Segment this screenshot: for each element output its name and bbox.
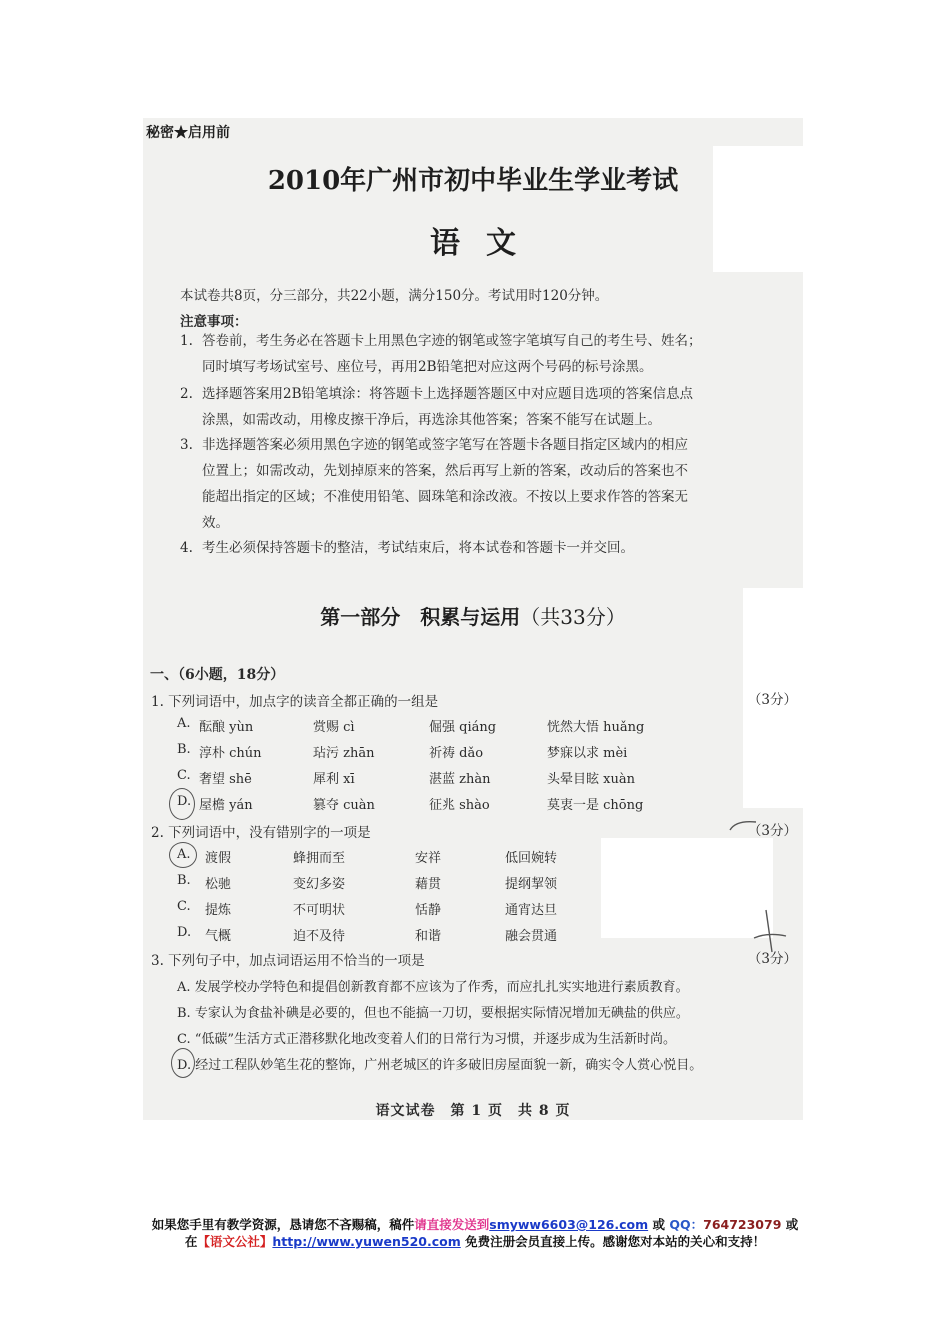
note-line: 考生必须保持答题卡的整洁，考试结束后，将本试卷和答题卡一并交回。: [202, 540, 634, 556]
option-item: 恍然大悟 huǎng: [547, 720, 645, 735]
option-item: 提纲挈领: [505, 877, 558, 892]
notice-text: 如果您手里有教学资源，恳请您不吝赐稿，稿件: [151, 1217, 415, 1232]
option-item: 提炼: [205, 903, 232, 918]
notice-text: 免费注册会员直接上传。感谢您对本站的关心和支持！: [460, 1234, 766, 1249]
option-item: 变幻多姿: [293, 877, 346, 892]
option-item: 莫衷一是 chōng: [547, 798, 644, 813]
option-item: 征兆 shào: [429, 798, 490, 813]
notice-text: 或: [781, 1217, 799, 1232]
note-line: 非选择题答案必须用黑色字迹的钢笔或签字笔写在答题卡各题目指定区域内的相应: [202, 437, 688, 453]
exam-intro: 本试卷共8页，分三部分，共22小题，满分150分。考试用时120分钟。: [180, 288, 609, 304]
option-item: 祈祷 dǎo: [429, 746, 484, 761]
note-line: 效。: [202, 515, 229, 531]
handwritten-tick-mark: [728, 816, 758, 836]
note-2: [180, 381, 693, 433]
part-points: （共33分）: [520, 605, 626, 629]
note-1: [180, 328, 702, 380]
q3-score: （3分）: [747, 951, 797, 967]
exam-title: 2010年广州市初中毕业生学业考试: [267, 166, 679, 196]
part-one-heading: [143, 601, 803, 630]
option-letter: D.: [177, 794, 192, 809]
site-name: 【语文公社】: [197, 1234, 273, 1249]
notice-text: 在: [184, 1234, 198, 1249]
q1-score: （3分）: [747, 692, 797, 708]
option-item: 犀利 xī: [313, 772, 355, 787]
option-item: 通宵达旦: [505, 903, 558, 918]
bottom-notice-line-2: [0, 1232, 950, 1250]
q2-score: （3分）: [747, 823, 797, 839]
note-line: 选择题答案用2B铅笔填涂：将答题卡上选择题答题区中对应题目选项的答案信息点: [202, 386, 694, 402]
q3-stem: 3. 下列句子中，加点词语运用不恰当的一项是: [151, 953, 425, 969]
page-footer: 语文试卷 第 1 页 共 8 页: [375, 1103, 571, 1119]
option-item: 恬静: [415, 903, 442, 918]
note-line: 位置上；如需改动，先划掉原来的答案，然后再写上新的答案，改动后的答案也不: [202, 463, 688, 479]
handwritten-circle-mark: [169, 842, 197, 868]
option-item: 奢望 shē: [199, 772, 252, 787]
note-number: 1.: [180, 333, 193, 349]
q1-stem: 1. 下列词语中，加点字的读音全都正确的一组是: [151, 694, 439, 710]
option-item: 不可明状: [293, 903, 346, 918]
qq-number: 764723079: [703, 1217, 782, 1232]
q3-option-b: B. 专家认为食盐补碘是必要的，但也不能搞一刀切，要根据实际情况增加无碘盐的供应。: [177, 1006, 689, 1021]
note-line: 涂黑，如需改动，用橡皮擦干净后，再选涂其他答案；答案不能写在试题上。: [202, 412, 661, 428]
qq-label: QQ：: [669, 1217, 704, 1232]
option-letter: C.: [177, 768, 191, 783]
handwritten-circle-mark: [169, 788, 195, 820]
secret-label: 秘密★启用前: [146, 125, 230, 141]
option-item: 气概: [205, 929, 232, 944]
q3-option-a: A. 发展学校办学特色和提倡创新教育都不应该为了作秀，而应扎扎实实地进行素质教育。: [177, 980, 689, 995]
note-line: 答卷前，考生务必在答题卡上用黑色字迹的钢笔或签字笔填写自己的考生号、姓名；: [202, 333, 702, 349]
option-item: 篡夺 cuàn: [313, 798, 375, 813]
notice-highlight: 请直接发送到: [414, 1217, 490, 1232]
q3-option-d: D. 经过工程队妙笔生花的整饰，广州老城区的许多破旧房屋面貌一新，确实令人赏心悦目。: [177, 1058, 703, 1073]
note-line: 同时填写考场试室号、座位号，再用2B铅笔把对应这两个号码的标号涂黑。: [202, 359, 653, 375]
option-item: 低回婉转: [505, 851, 558, 866]
option-item: 安祥: [415, 851, 442, 866]
note-number: 3.: [180, 437, 193, 453]
option-item: 淳朴 chún: [199, 746, 262, 761]
option-item: 头晕目眩 xuàn: [547, 772, 635, 787]
option-letter: A.: [177, 716, 191, 731]
option-letter: B.: [177, 873, 191, 888]
option-item: 松驰: [205, 877, 232, 892]
scanned-exam-page: [143, 118, 803, 1120]
option-letter: B.: [177, 742, 191, 757]
note-number: 2.: [180, 386, 193, 402]
email-link[interactable]: smyww6603@126.com: [489, 1217, 649, 1232]
option-item: 梦寐以求 mèi: [547, 746, 628, 761]
option-item: 屋檐 yán: [199, 798, 253, 813]
q2-stem: 2. 下列词语中，没有错别字的一项是: [151, 825, 371, 841]
note-number: 4.: [180, 540, 193, 556]
option-letter: A.: [177, 847, 191, 862]
note-line: 能超出指定的区域；不准使用铅笔、圆珠笔和涂改液。不按以上要求作答的答案无: [202, 489, 688, 505]
q3-option-c: C. “低碳”生活方式正潜移默化地改变着人们的日常行为习惯，并逐步成为生活新时尚。: [177, 1032, 677, 1047]
subject-title: 语文: [430, 226, 542, 261]
option-item: 渡假: [205, 851, 232, 866]
option-item: 酝酿 yùn: [199, 720, 254, 735]
note-3: [180, 432, 688, 536]
section-heading: 一、（6小题，18分）: [150, 667, 285, 683]
option-item: 玷污 zhān: [313, 746, 375, 761]
option-item: 迫不及待: [293, 929, 346, 944]
option-item: 赏赐 cì: [313, 720, 355, 735]
option-item: 融会贯通: [505, 929, 558, 944]
option-item: 藉贯: [415, 877, 442, 892]
option-letter: D.: [177, 925, 192, 940]
notice-text: 或: [648, 1217, 670, 1232]
option-letter: C.: [177, 899, 191, 914]
site-url-link[interactable]: http://www.yuwen520.com: [272, 1234, 461, 1249]
part-title: 第一部分 积累与运用: [320, 605, 521, 629]
option-item: 和谐: [415, 929, 442, 944]
bottom-notice-line-1: [0, 1215, 950, 1233]
handwritten-circle-mark: [171, 1048, 195, 1078]
option-item: 湛蓝 zhàn: [429, 772, 491, 787]
option-item: 蜂拥而至: [293, 851, 346, 866]
note-4: [180, 535, 634, 561]
notes-heading: 注意事项：: [180, 314, 248, 330]
option-item: 倔强 qiáng: [429, 720, 497, 735]
